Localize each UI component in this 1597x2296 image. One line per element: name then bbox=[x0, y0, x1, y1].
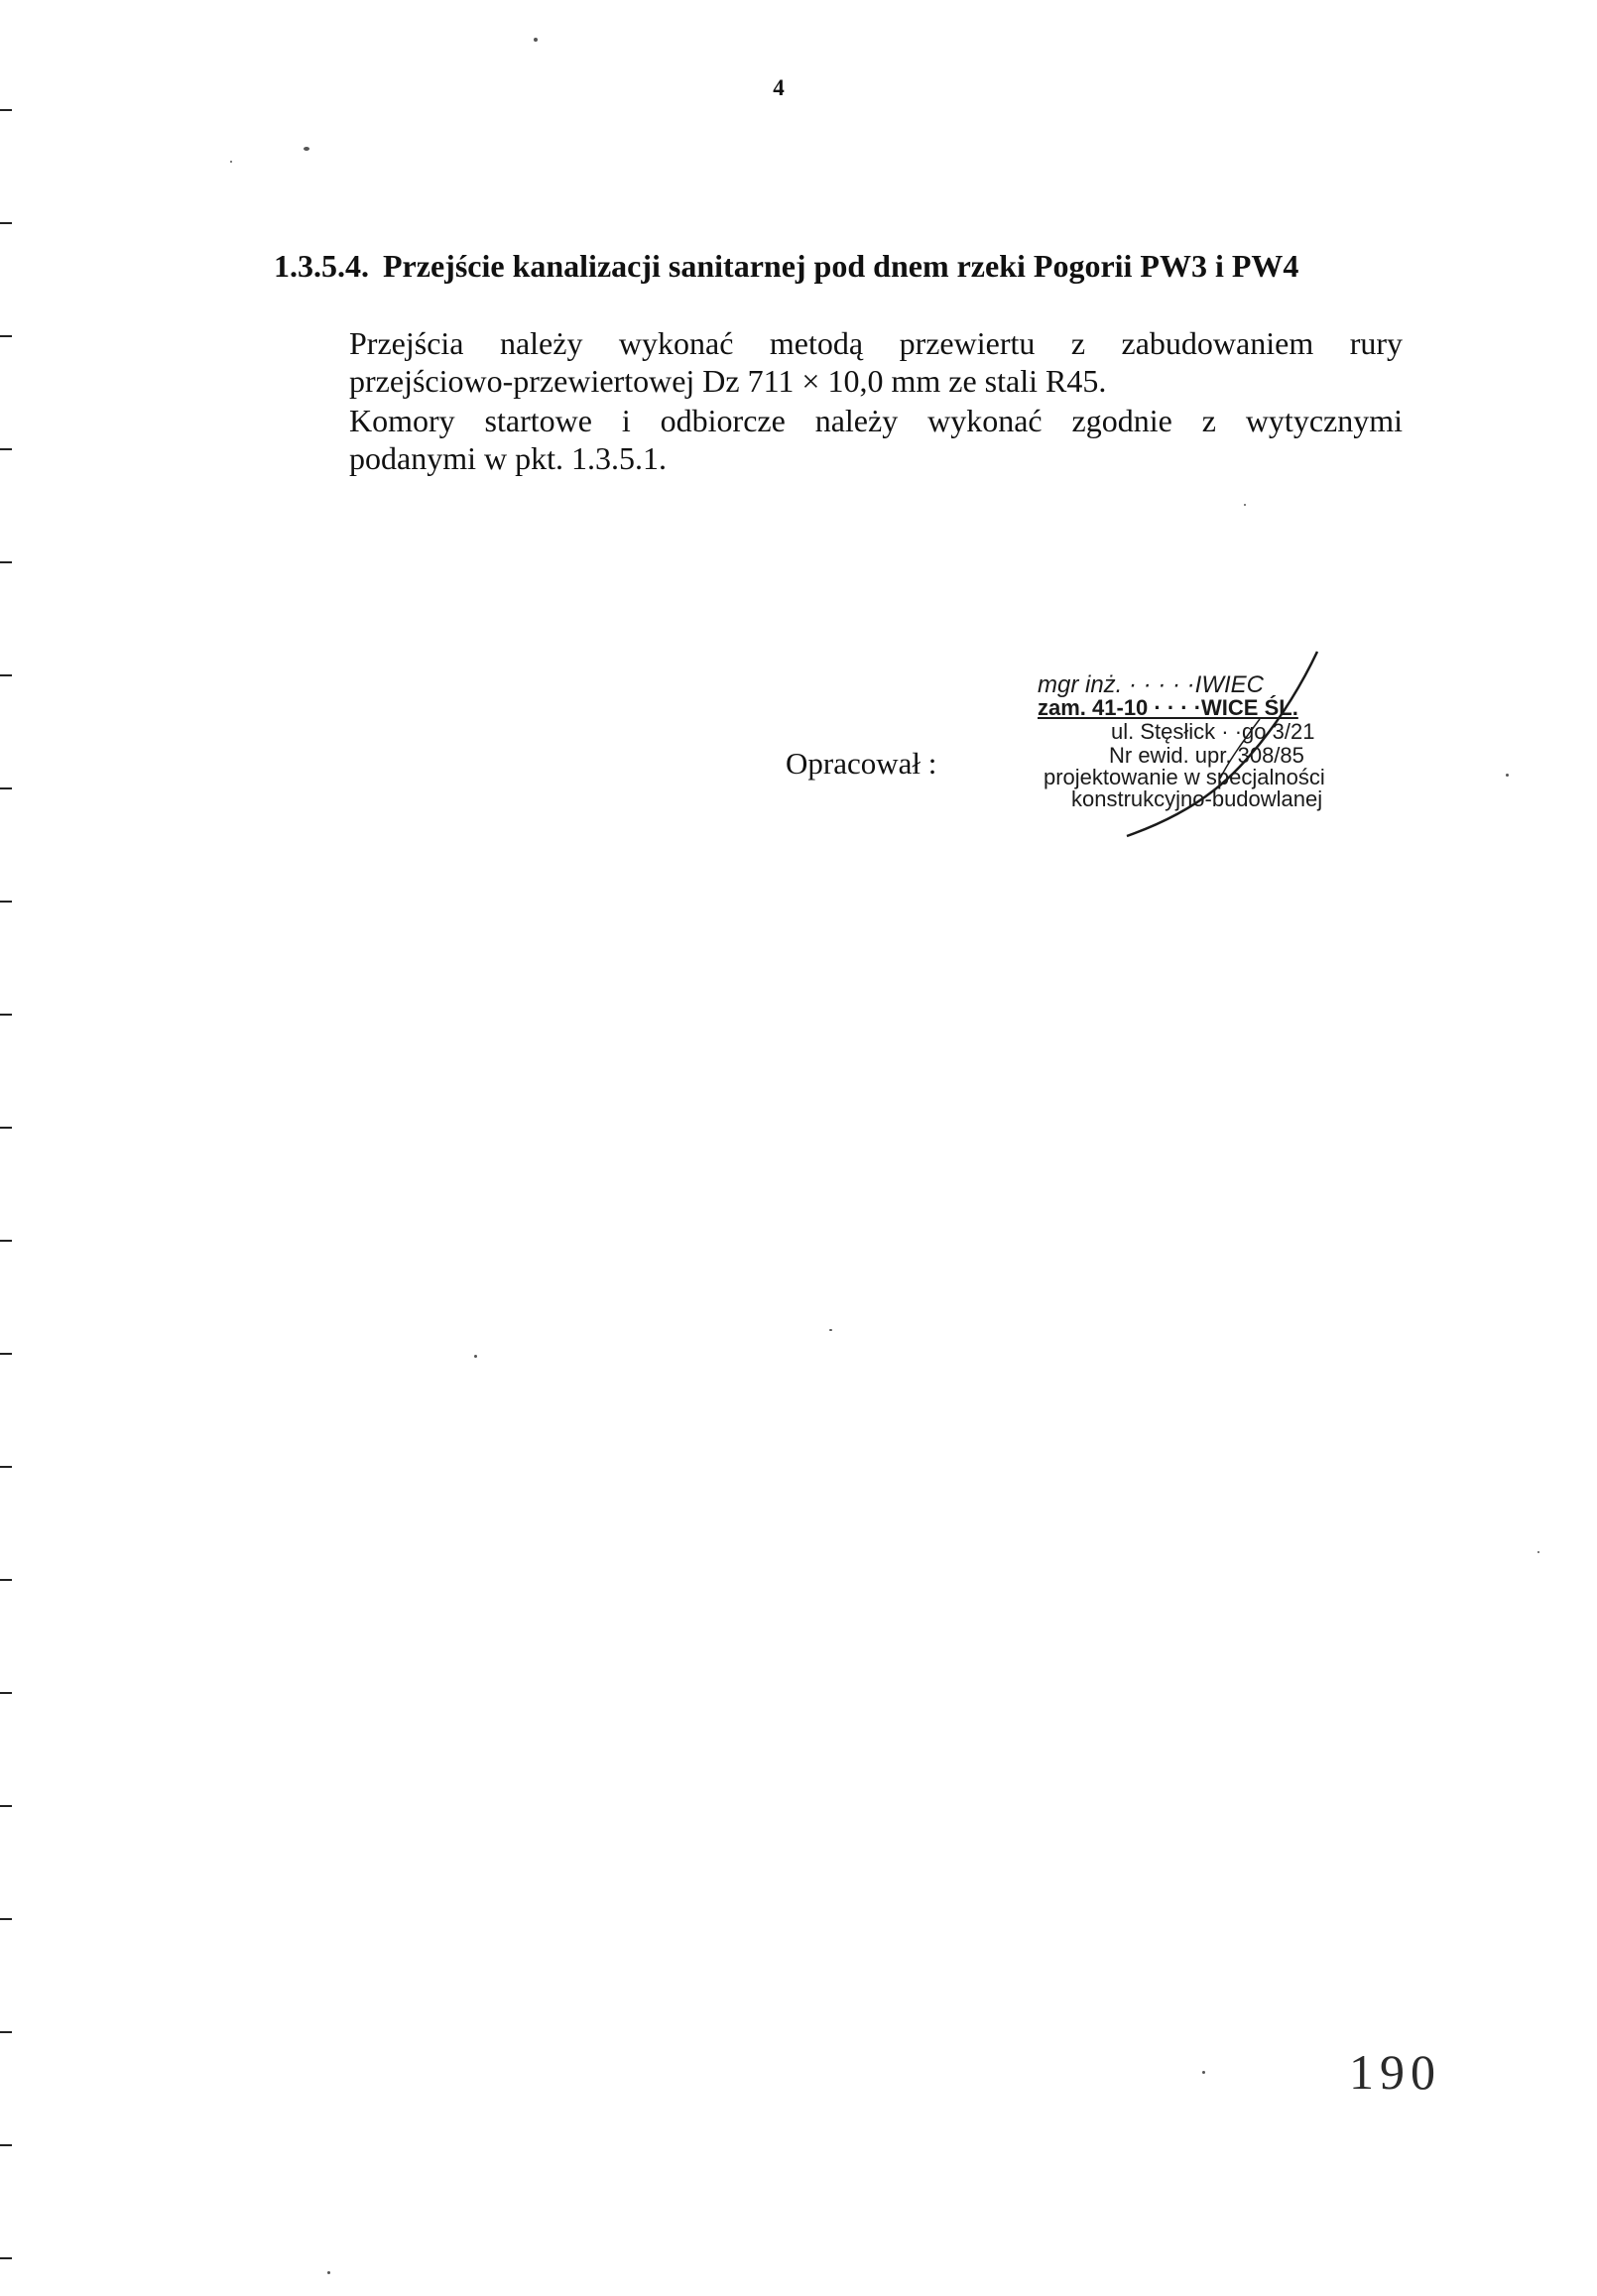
section-title: Przejście kanalizacji sanitarnej pod dnem rzeki Pogorii PW3 i PW4 bbox=[383, 248, 1299, 284]
scan-speck bbox=[1537, 1551, 1539, 1553]
scan-speck bbox=[230, 161, 232, 163]
paragraph-line: przejściowo-przewiertowej Dz 711 × 10,0 mm ze stali R45. bbox=[349, 363, 1107, 399]
margin-tick bbox=[0, 901, 12, 903]
designer-stamp bbox=[1032, 650, 1409, 848]
margin-tick bbox=[0, 222, 12, 224]
sheet-number: 190 bbox=[1349, 2044, 1441, 2100]
margin-tick bbox=[0, 2031, 12, 2033]
scan-speck bbox=[829, 1329, 832, 1331]
margin-tick bbox=[0, 1014, 12, 1016]
margin-tick bbox=[0, 674, 12, 676]
signature-stroke bbox=[1032, 650, 1409, 848]
scan-speck bbox=[534, 38, 538, 42]
margin-tick bbox=[0, 787, 12, 789]
margin-tick bbox=[0, 448, 12, 450]
margin-tick bbox=[0, 1918, 12, 1920]
scan-speck bbox=[304, 147, 309, 151]
margin-tick bbox=[0, 1692, 12, 1694]
stamp-line: Nr ewid. upr. 308/85 bbox=[1109, 743, 1304, 768]
margin-tick bbox=[0, 2144, 12, 2146]
paragraph-line: Komory startowe i odbiorcze należy wykonać zgodnie z wytycznymi bbox=[349, 403, 1403, 438]
margin-tick bbox=[0, 109, 12, 111]
stamp-line: mgr inż. · · · · ·IWIEC bbox=[1038, 671, 1264, 698]
margin-tick bbox=[0, 1466, 12, 1468]
prepared-by-label: Opracował : bbox=[786, 746, 937, 781]
scan-speck bbox=[1202, 2071, 1205, 2074]
margin-tick bbox=[0, 1805, 12, 1807]
stamp-line: zam. 41-10 · · · ·WICE ŚL. bbox=[1038, 695, 1298, 720]
scan-speck bbox=[474, 1355, 477, 1358]
paragraph-line: podanymi w pkt. 1.3.5.1. bbox=[349, 440, 667, 476]
stamp-line: konstrukcyjno-budowlanej bbox=[1071, 786, 1323, 811]
stamp-line: projektowanie w specjalności bbox=[1044, 765, 1325, 789]
stamp-line: ul. Stęsłick · ·go 3/21 bbox=[1111, 719, 1315, 744]
margin-tick bbox=[0, 2257, 12, 2259]
paragraph-drilling-method bbox=[349, 324, 1403, 400]
margin-tick bbox=[0, 1579, 12, 1581]
margin-tick bbox=[0, 1127, 12, 1129]
section-heading bbox=[274, 248, 1414, 285]
section-number: 1.3.5.4. bbox=[274, 248, 369, 284]
margin-tick bbox=[0, 1240, 12, 1242]
scan-speck bbox=[327, 2271, 330, 2274]
margin-tick bbox=[0, 335, 12, 337]
paragraph-chambers bbox=[349, 402, 1403, 477]
page-number: 4 bbox=[773, 75, 785, 100]
margin-tick bbox=[0, 561, 12, 563]
margin-tick bbox=[0, 1353, 12, 1355]
paragraph-line: Przejścia należy wykonać metodą przewiertu z zabudowaniem rury bbox=[349, 325, 1403, 361]
scan-speck bbox=[1244, 504, 1246, 506]
scan-speck bbox=[1506, 774, 1509, 777]
binding-margin-marks bbox=[0, 0, 16, 2296]
